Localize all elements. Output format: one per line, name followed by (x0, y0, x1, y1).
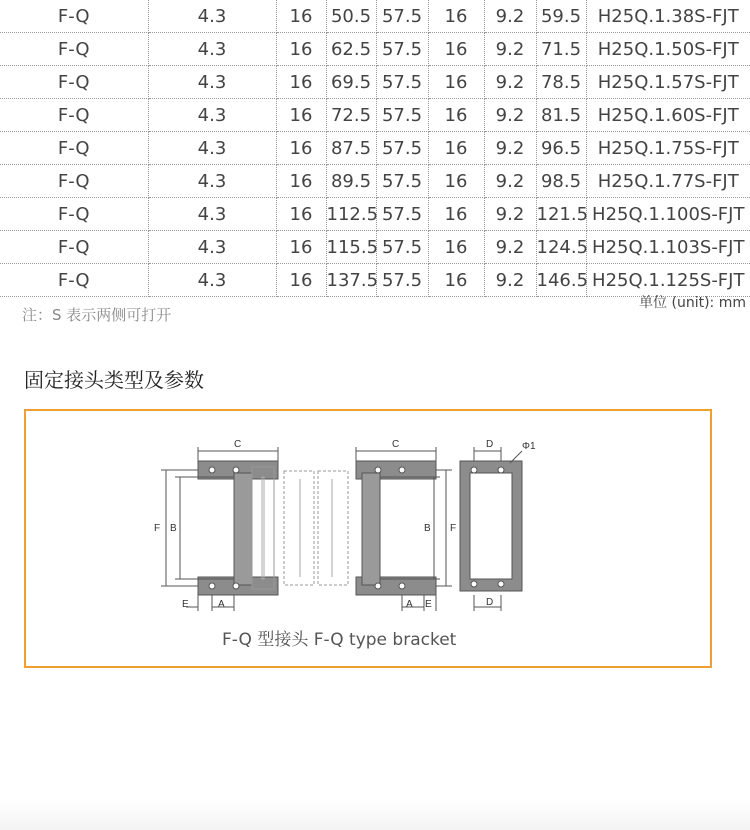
table-cell: 16 (276, 165, 326, 198)
table-cell: 16 (276, 264, 326, 297)
table-row (0, 264, 750, 297)
table-cell: 9.2 (484, 264, 536, 297)
table-cell: 9.2 (484, 66, 536, 99)
table-cell: 16 (428, 264, 484, 297)
table-cell: 16 (428, 132, 484, 165)
table-cell: 115.5 (326, 231, 376, 264)
table-cell: 72.5 (326, 99, 376, 132)
table-cell: H25Q.1.100S-FJT (586, 198, 750, 231)
table-cell: 16 (428, 198, 484, 231)
table-cell: 16 (428, 33, 484, 66)
table-cell: 16 (276, 231, 326, 264)
table-row (0, 33, 750, 66)
table-cell: 4.3 (148, 0, 276, 33)
table-row (0, 165, 750, 198)
left-bracket-bar (234, 473, 252, 585)
table-cell: 16 (428, 231, 484, 264)
table-cell: 146.5 (536, 264, 586, 297)
section-title: 固定接头类型及参数 (24, 368, 204, 392)
table-cell: F-Q (0, 132, 148, 165)
dim-e-right: E (425, 599, 432, 610)
table-cell: 4.3 (148, 264, 276, 297)
middle-link-2 (318, 471, 348, 585)
table-cell: 57.5 (376, 231, 428, 264)
table-cell: 9.2 (484, 132, 536, 165)
table-row (0, 0, 750, 33)
table-cell: 4.3 (148, 132, 276, 165)
dim-f-left: F (154, 523, 161, 534)
table-cell: F-Q (0, 165, 148, 198)
table-cell: 96.5 (536, 132, 586, 165)
dim-b-left: B (170, 523, 177, 534)
table-cell: 16 (428, 99, 484, 132)
dim-d-bottom: D (486, 597, 494, 608)
table-cell: 71.5 (536, 33, 586, 66)
right-bracket-bar (362, 473, 380, 585)
table-cell: 57.5 (376, 66, 428, 99)
table-cell: 50.5 (326, 0, 376, 33)
table-cell: 4.3 (148, 33, 276, 66)
table-cell: 137.5 (326, 264, 376, 297)
table-row (0, 99, 750, 132)
table-cell: 4.3 (148, 231, 276, 264)
table-cell: F-Q (0, 264, 148, 297)
table-cell: 9.2 (484, 231, 536, 264)
table-cell: H25Q.1.50S-FJT (586, 33, 750, 66)
table-row (0, 198, 750, 231)
spec-table (0, 0, 750, 297)
table-cell: F-Q (0, 66, 148, 99)
table-cell: 16 (428, 165, 484, 198)
dim-phi: Φ1 (522, 441, 536, 452)
table-cell: 57.5 (376, 132, 428, 165)
table-cell: H25Q.1.125S-FJT (586, 264, 750, 297)
table-cell: H25Q.1.77S-FJT (586, 165, 750, 198)
table-cell: 121.5 (536, 198, 586, 231)
dim-d-top: D (486, 439, 494, 450)
table-cell: H25Q.1.75S-FJT (586, 132, 750, 165)
table-cell: 124.5 (536, 231, 586, 264)
dim-c-left: C (234, 439, 242, 450)
diagram-caption: F-Q 型接头 F-Q type bracket (222, 630, 457, 650)
table-cell: 16 (276, 66, 326, 99)
table-cell: 4.3 (148, 99, 276, 132)
unit-label: 单位 (unit): mm (639, 295, 746, 311)
table-cell: F-Q (0, 99, 148, 132)
table-cell: 4.3 (148, 66, 276, 99)
dim-f-right: F (450, 523, 457, 534)
table-cell: H25Q.1.57S-FJT (586, 66, 750, 99)
table-cell: 57.5 (376, 198, 428, 231)
table-cell: H25Q.1.38S-FJT (586, 0, 750, 33)
table-cell: 16 (428, 0, 484, 33)
table-cell: 78.5 (536, 66, 586, 99)
table-cell: 81.5 (536, 99, 586, 132)
table-row (0, 231, 750, 264)
table-cell: 4.3 (148, 198, 276, 231)
note-text: 注：S 表示两侧可打开 (22, 306, 172, 324)
table-cell: 9.2 (484, 198, 536, 231)
bracket-diagram-frame (24, 409, 712, 668)
table-cell: 9.2 (484, 165, 536, 198)
table-cell: F-Q (0, 0, 148, 33)
footer-band (0, 800, 750, 830)
table-cell: 87.5 (326, 132, 376, 165)
table-cell: 16 (428, 66, 484, 99)
table-cell: 62.5 (326, 33, 376, 66)
table-cell: H25Q.1.103S-FJT (586, 231, 750, 264)
table-cell: F-Q (0, 33, 148, 66)
table-cell: 57.5 (376, 264, 428, 297)
table-cell: 16 (276, 0, 326, 33)
table-cell: 9.2 (484, 0, 536, 33)
table-cell: F-Q (0, 198, 148, 231)
left-link-outline (252, 467, 274, 589)
table-row (0, 66, 750, 99)
table-cell: F-Q (0, 231, 148, 264)
dim-e-left: E (182, 599, 189, 610)
table-cell: 57.5 (376, 99, 428, 132)
table-cell: 16 (276, 132, 326, 165)
table-cell: 98.5 (536, 165, 586, 198)
table-cell: 9.2 (484, 33, 536, 66)
table-cell: 16 (276, 99, 326, 132)
middle-link-1 (284, 471, 314, 585)
table-cell: 112.5 (326, 198, 376, 231)
table-cell: 57.5 (376, 165, 428, 198)
table-cell: 89.5 (326, 165, 376, 198)
table-cell: 9.2 (484, 99, 536, 132)
table-cell: 16 (276, 33, 326, 66)
table-row (0, 132, 750, 165)
table-cell: 69.5 (326, 66, 376, 99)
table-cell: 57.5 (376, 0, 428, 33)
dim-b-right: B (424, 523, 431, 534)
dim-a-left: A (218, 599, 225, 610)
spec-table-body (0, 0, 750, 297)
table-cell: 57.5 (376, 33, 428, 66)
table-cell: 4.3 (148, 165, 276, 198)
dim-a-right: A (406, 599, 413, 610)
table-cell: 59.5 (536, 0, 586, 33)
table-cell: 16 (276, 198, 326, 231)
dim-c-right: C (392, 439, 400, 450)
table-cell: H25Q.1.60S-FJT (586, 99, 750, 132)
